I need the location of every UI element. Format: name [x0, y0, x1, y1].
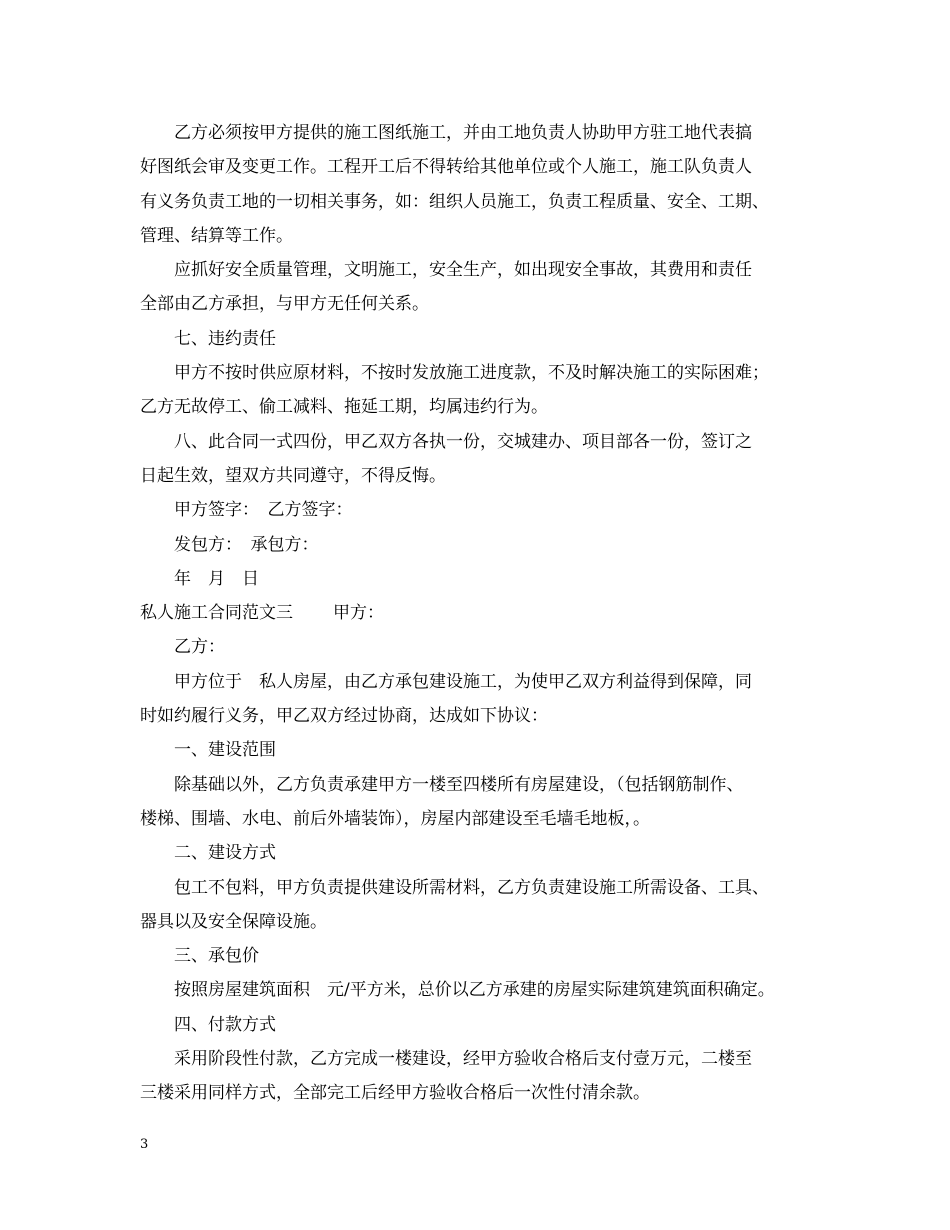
- section-heading: 二、建设方式: [174, 843, 276, 864]
- paragraph-line: 器具以及安全保障设施。: [140, 911, 327, 932]
- party-line: 发包方： 承包方：: [174, 534, 319, 555]
- paragraph-line: 采用阶段性付款，乙方完成一楼建设，经甲方验收合格后支付壹万元，二楼至: [174, 1049, 752, 1070]
- paragraph-line: 有义务负责工地的一切相关事务，如：组织人员施工，负责工程质量、安全、工期、: [140, 191, 769, 212]
- paragraph-line: 乙方无故停工、偷工减料、拖延工期，均属违约行为。: [140, 397, 548, 418]
- contract-title-line: [140, 596, 830, 630]
- section-heading: 四、付款方式: [174, 1014, 276, 1035]
- paragraph-line: 管理、结算等工作。: [140, 225, 293, 246]
- paragraph-line: 除基础以外，乙方负责承建甲方一楼至四楼所有房屋建设，（包括钢筋制作、: [174, 774, 744, 795]
- paragraph-line: 全部由乙方承担，与甲方无任何关系。: [140, 294, 429, 315]
- section-heading: 八、此合同一式四份，甲乙双方各执一份，交城建办、项目部各一份，签订之: [174, 431, 752, 452]
- paragraph-line: 按照房屋建筑面积 元/平方米，总价以乙方承建的房屋实际建筑建筑面积确定。: [174, 980, 775, 1001]
- signature-line: 甲方签字： 乙方签字：: [174, 500, 353, 521]
- section-heading: 一、建设范围: [174, 740, 276, 761]
- paragraph-line: 甲方位于 私人房屋，由乙方承包建设施工，为使甲乙双方利益得到保障，同: [174, 671, 752, 692]
- paragraph-line: 乙方必须按甲方提供的施工图纸施工，并由工地负责人协助甲方驻工地代表搞: [174, 123, 752, 143]
- paragraph-line: 日起生效，望双方共同遵守，不得反悔。: [140, 465, 446, 486]
- page-number: 3: [140, 1137, 149, 1152]
- party-b-label: 乙方：: [174, 637, 225, 658]
- section-heading: 七、违约责任: [174, 328, 276, 349]
- document-body: [140, 116, 830, 1111]
- paragraph-line: 楼梯、围墙、水电、前后外墙装饰），房屋内部建设至毛墙毛地板，。: [140, 808, 650, 829]
- contract-title: 私人施工合同范文三: [140, 603, 293, 624]
- paragraph-line: 好图纸会审及变更工作。工程开工后不得转给其他单位或个人施工，施工队负责人: [140, 157, 752, 178]
- paragraph-line: 应抓好安全质量管理，文明施工，安全生产，如出现安全事故，其费用和责任: [174, 260, 752, 281]
- paragraph-line: 甲方不按时供应原材料，不按时发放施工进度款，不及时解决施工的实际困难；: [174, 363, 769, 384]
- paragraph-line: 时如约履行义务，甲乙双方经过协商，达成如下协议：: [140, 706, 548, 727]
- section-heading: 三、承包价: [174, 946, 259, 967]
- paragraph-line: 包工不包料，甲方负责提供建设所需材料，乙方负责建设施工所需设备、工具、: [174, 877, 769, 898]
- date-line: 年 月 日: [174, 568, 259, 589]
- party-a-label: 甲方：: [333, 603, 384, 624]
- paragraph-line: 三楼采用同样方式，全部完工后经甲方验收合格后一次性付清余款。: [140, 1083, 650, 1104]
